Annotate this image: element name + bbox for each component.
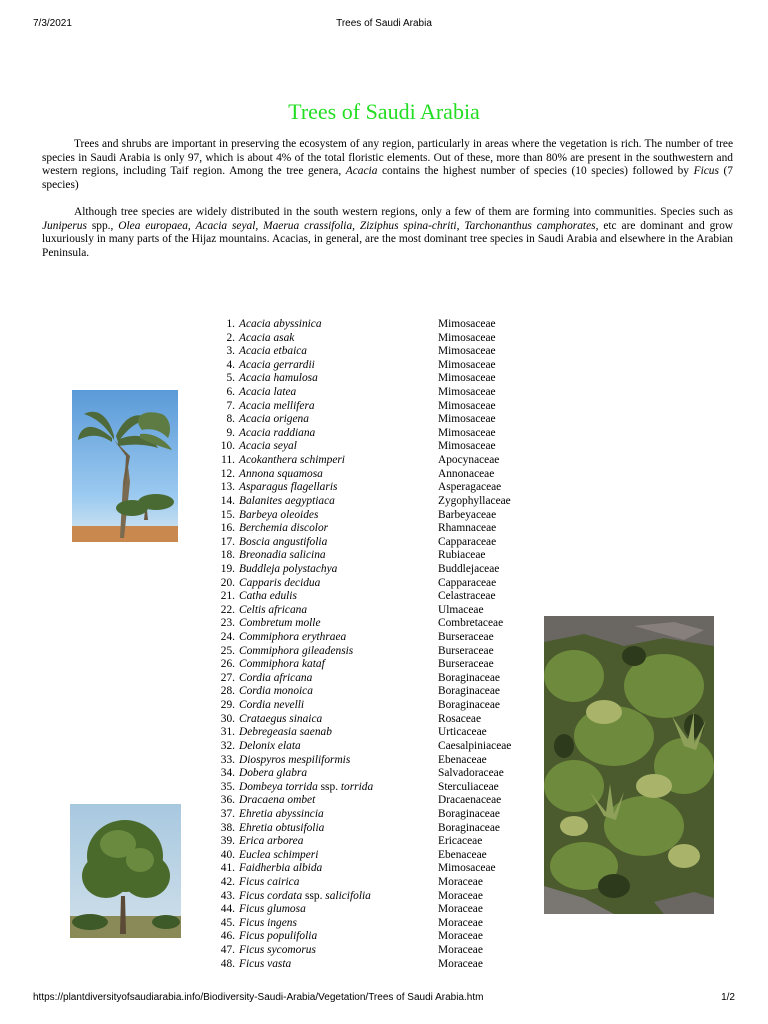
species-number: 33.	[220, 753, 235, 766]
species-family: Ericaceae	[438, 835, 483, 848]
species-row	[214, 944, 534, 958]
species-row	[214, 359, 534, 373]
species-family: Rubiaceae	[438, 549, 486, 562]
species-row	[214, 903, 534, 917]
species-number: 14.	[220, 494, 235, 507]
species-row	[214, 862, 534, 876]
species-number: 21.	[220, 590, 235, 603]
species-family: Mimosaceae	[438, 386, 496, 399]
species-name: Commiphora kataf	[239, 658, 325, 671]
species-family: Burseraceae	[438, 631, 494, 644]
species-row	[214, 332, 534, 346]
species-number: 28.	[220, 685, 235, 698]
species-number: 42.	[220, 875, 235, 888]
species-number: 18.	[220, 549, 235, 562]
hillside-vegetation-photo	[544, 616, 714, 914]
species-name: Ficus glumosa	[239, 903, 306, 916]
species-number: 16.	[220, 522, 235, 535]
species-name: Acacia raddiana	[239, 426, 316, 439]
species-family: Mimosaceae	[438, 426, 496, 439]
distribution-paragraph: Although tree species are widely distributed in the south western regions, only a few of them are forming into communities. Species such as Juniperus spp., Olea europaea, Acacia seyal, Maerua crassifolia, Ziziphus spina-chriti, Tarchonanthus camphorates, etc are dominant and grow luxuriously in many parts of the Hijaz mountains. Acacias, in general, are the most dominant tree species in Saudi Arabia and elsewhere in the Arabian Peninsula.	[42, 206, 733, 259]
species-name: Commiphora erythraea	[239, 631, 347, 644]
species-row	[214, 631, 534, 645]
species-family: Apocynaceae	[438, 454, 500, 467]
species-row	[214, 345, 534, 359]
species-number: 1.	[226, 318, 235, 330]
species-family: Ebenaceae	[438, 848, 487, 861]
species-row	[214, 604, 534, 618]
species-row	[214, 318, 534, 332]
species-number: 6.	[226, 386, 235, 399]
species-name: Faidherbia albida	[239, 862, 323, 875]
species-family: Mimosaceae	[438, 440, 496, 453]
species-row	[214, 427, 534, 441]
species-row	[214, 509, 534, 523]
species-row	[214, 468, 534, 482]
species-row	[214, 386, 534, 400]
species-name: Ficus populifolia	[239, 930, 318, 943]
species-number: 38.	[220, 821, 235, 834]
species-name: Combretum molle	[239, 617, 321, 630]
species-number: 30.	[220, 712, 235, 725]
species-number: 43.	[220, 889, 235, 902]
species-name: Boscia angustifolia	[239, 535, 328, 548]
species-family: Zygophyllaceae	[438, 494, 511, 507]
species-family: Caesalpiniaceae	[438, 739, 512, 752]
species-row	[214, 454, 534, 468]
species-name: Annona squamosa	[239, 467, 323, 480]
species-number: 22.	[220, 603, 235, 616]
species-number: 34.	[220, 767, 235, 780]
species-family: Ebenaceae	[438, 753, 487, 766]
species-row	[214, 794, 534, 808]
species-row	[214, 563, 534, 577]
species-name: Barbeya oleoides	[239, 508, 319, 521]
species-number: 48.	[220, 957, 235, 970]
species-row	[214, 835, 534, 849]
species-family: Sterculiaceae	[438, 780, 499, 793]
species-name: Debregeasia saenab	[239, 726, 332, 739]
species-number: 26.	[220, 658, 235, 671]
species-number: 41.	[220, 862, 235, 875]
species-name: Acacia gerrardii	[239, 358, 315, 371]
species-family: Moraceae	[438, 916, 483, 929]
species-name: Balanites aegyptiaca	[239, 494, 335, 507]
species-name: Breonadia salicina	[239, 549, 326, 562]
species-name: Acacia hamulosa	[239, 372, 318, 385]
species-name: Acacia seyal	[239, 440, 297, 453]
species-family: Salvadoraceae	[438, 767, 504, 780]
species-row	[214, 372, 534, 386]
species-name: Catha edulis	[239, 590, 297, 603]
species-number: 47.	[220, 944, 235, 957]
species-number: 4.	[226, 358, 235, 371]
species-row	[214, 481, 534, 495]
species-number: 7.	[226, 399, 235, 412]
species-name: Acacia abyssinica	[239, 318, 322, 330]
species-number: 12.	[220, 467, 235, 480]
species-name: Ficus vasta	[239, 957, 292, 970]
species-family: Mimosaceae	[438, 413, 496, 426]
species-family: Moraceae	[438, 889, 483, 902]
species-family: Capparaceae	[438, 576, 497, 589]
species-family: Mimosaceae	[438, 372, 496, 385]
species-name: Diospyros mespiliformis	[239, 753, 351, 766]
species-row	[214, 536, 534, 550]
species-row	[214, 645, 534, 659]
species-name: Dobera glabra	[239, 767, 308, 780]
species-row	[214, 440, 534, 454]
species-number: 17.	[220, 535, 235, 548]
species-row	[214, 808, 534, 822]
species-family: Boraginaceae	[438, 821, 500, 834]
species-row	[214, 917, 534, 931]
species-number: 27.	[220, 671, 235, 684]
species-family: Boraginaceae	[438, 699, 500, 712]
species-family: Combretaceae	[438, 617, 504, 630]
species-family: Boraginaceae	[438, 671, 500, 684]
species-name: Commiphora gileadensis	[239, 644, 354, 657]
species-family: Buddlejaceae	[438, 562, 500, 575]
species-row	[214, 958, 534, 972]
species-family: Barbeyaceae	[438, 508, 497, 521]
species-row	[214, 577, 534, 591]
species-name: Acacia asak	[239, 331, 295, 344]
species-number: 39.	[220, 835, 235, 848]
palm-tree-photo	[72, 390, 178, 542]
species-number: 8.	[226, 413, 235, 426]
species-name: Cordia monoica	[239, 685, 313, 698]
species-family: Boraginaceae	[438, 807, 500, 820]
species-family: Dracaenaceae	[438, 794, 502, 807]
species-number: 25.	[220, 644, 235, 657]
species-number: 35.	[220, 780, 235, 793]
species-number: 44.	[220, 903, 235, 916]
species-family: Moraceae	[438, 930, 483, 943]
species-row	[214, 522, 534, 536]
species-name: Dombeya torrida ssp. torrida	[239, 780, 374, 793]
species-family: Annonaceae	[438, 467, 495, 480]
species-row	[214, 495, 534, 509]
species-row	[214, 754, 534, 768]
species-row	[214, 617, 534, 631]
species-number: 24.	[220, 631, 235, 644]
species-name: Capparis decidua	[239, 576, 321, 589]
species-name: Celtis africana	[239, 603, 308, 616]
species-row	[214, 849, 534, 863]
print-title: Trees of Saudi Arabia	[336, 18, 432, 29]
species-family: Rosaceae	[438, 712, 482, 725]
species-row	[214, 590, 534, 604]
species-number: 31.	[220, 726, 235, 739]
species-number: 20.	[220, 576, 235, 589]
species-family: Mimosaceae	[438, 358, 496, 371]
species-number: 40.	[220, 848, 235, 861]
page-title: Trees of Saudi Arabia	[288, 99, 480, 124]
species-row	[214, 876, 534, 890]
species-name: Euclea schimperi	[239, 848, 319, 861]
species-family: Burseraceae	[438, 658, 494, 671]
species-number: 46.	[220, 930, 235, 943]
species-name: Ficus sycomorus	[239, 944, 316, 957]
species-family: Mimosaceae	[438, 318, 496, 330]
species-name: Dracaena ombet	[239, 794, 316, 807]
species-name: Cordia nevelli	[239, 699, 305, 712]
species-row	[214, 672, 534, 686]
species-family: Capparaceae	[438, 535, 497, 548]
species-row	[214, 658, 534, 672]
species-row	[214, 685, 534, 699]
print-date: 7/3/2021	[33, 18, 72, 29]
species-name: Acacia etbaica	[239, 345, 307, 358]
species-number: 29.	[220, 699, 235, 712]
print-footer	[0, 992, 768, 1006]
species-row	[214, 713, 534, 727]
species-family: Mimosaceae	[438, 331, 496, 344]
species-family: Moraceae	[438, 875, 483, 888]
species-number: 11.	[221, 454, 235, 467]
species-name: Asparagus flagellaris	[239, 481, 338, 494]
species-number: 13.	[220, 481, 235, 494]
species-family: Moraceae	[438, 944, 483, 957]
species-number: 36.	[220, 794, 235, 807]
species-row	[214, 890, 534, 904]
species-family: Mimosaceae	[438, 862, 496, 875]
species-row	[214, 930, 534, 944]
species-row	[214, 400, 534, 414]
species-family: Boraginaceae	[438, 685, 500, 698]
species-family: Mimosaceae	[438, 345, 496, 358]
page-number: 1/2	[721, 992, 735, 1003]
species-family: Urticaceae	[438, 726, 487, 739]
species-number: 23.	[220, 617, 235, 630]
species-number: 3.	[226, 345, 235, 358]
intro-paragraph: Trees and shrubs are important in preserving the ecosystem of any region, particularly in areas where the vegetation is rich. The number of tree species in Saudi Arabia is only 97, which is about 4% of the total floristic elements. Out of these, more than 80% are present in the southwestern and western regions, including Taif region. Among the tree genera, Acacia contains the highest number of species (10 species) followed by Ficus (7 species)	[42, 138, 734, 191]
species-row	[214, 413, 534, 427]
species-row	[214, 781, 534, 795]
species-family: Burseraceae	[438, 644, 494, 657]
species-list	[214, 318, 534, 971]
species-row	[214, 699, 534, 713]
leafy-tree-photo	[70, 804, 181, 938]
print-url: https://plantdiversityofsaudiarabia.info/Biodiversity-Saudi-Arabia/Vegetation/Trees of Saudi Arabia.htm	[33, 992, 484, 1003]
species-name: Acacia latea	[239, 386, 297, 399]
species-number: 10.	[220, 440, 235, 453]
species-number: 2.	[226, 331, 235, 344]
species-family: Mimosaceae	[438, 399, 496, 412]
species-number: 45.	[220, 916, 235, 929]
species-row	[214, 549, 534, 563]
species-family: Ulmaceae	[438, 603, 484, 616]
species-name: Cordia africana	[239, 671, 313, 684]
species-name: Buddleja polystachya	[239, 562, 338, 575]
species-name: Berchemia discolor	[239, 522, 329, 535]
species-family: Rhamnaceae	[438, 522, 497, 535]
species-name: Delonix elata	[239, 739, 301, 752]
species-number: 9.	[226, 426, 235, 439]
print-header	[0, 18, 768, 32]
species-row	[214, 767, 534, 781]
species-name: Ehretia abyssincia	[239, 807, 324, 820]
species-name: Ficus ingens	[239, 916, 297, 929]
species-number: 19.	[220, 562, 235, 575]
species-row	[214, 726, 534, 740]
species-name: Acacia origena	[239, 413, 309, 426]
species-name: Ficus cairica	[239, 875, 300, 888]
species-family: Asperagaceae	[438, 481, 502, 494]
species-number: 15.	[220, 508, 235, 521]
species-name: Ehretia obtusifolia	[239, 821, 325, 834]
species-name: Acokanthera schimperi	[239, 454, 345, 467]
species-number: 37.	[220, 807, 235, 820]
species-number: 32.	[220, 739, 235, 752]
species-name: Acacia mellifera	[239, 399, 315, 412]
species-number: 5.	[226, 372, 235, 385]
species-family: Moraceae	[438, 957, 483, 970]
species-name: Ficus cordata ssp. salicifolia	[239, 889, 371, 902]
species-name: Erica arborea	[239, 835, 304, 848]
species-row	[214, 740, 534, 754]
species-family: Celastraceae	[438, 590, 496, 603]
species-row	[214, 822, 534, 836]
species-family: Moraceae	[438, 903, 483, 916]
species-name: Crataegus sinaica	[239, 712, 323, 725]
